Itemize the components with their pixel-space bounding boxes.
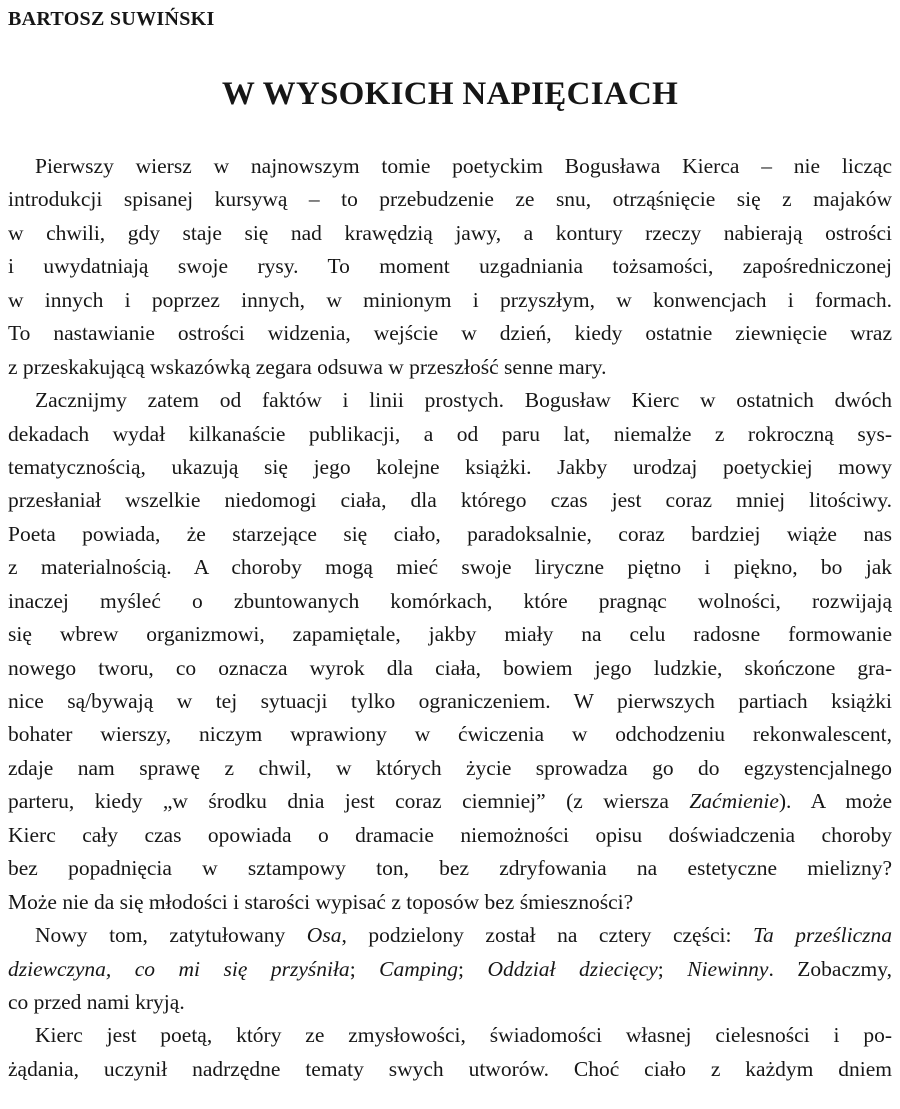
text-segment: Poeta powiada, że starzejące się ciało, paradoksalnie, coraz bardziej wiąże nas	[8, 521, 892, 546]
paragraph	[8, 384, 892, 919]
text-line	[8, 1019, 892, 1052]
text-segment: ;	[457, 956, 488, 981]
text-segment: i uwydatniają swoje rysy. To moment uzgadniania tożsamości, zapośredniczonej	[8, 254, 892, 279]
text-segment: Pierwszy wiersz w najnowszym tomie poetyckim Bogusława Kierca – nie licząc	[35, 154, 892, 178]
text-line	[8, 785, 892, 818]
text-segment: Może nie da się młodości i starości wypisać z toposów bez śmieszności?	[8, 889, 634, 914]
text-segment: nowego tworu, co oznacza wyrok dla ciała, bowiem jego ludzkie, skończone gra-	[8, 655, 892, 680]
text-segment: z materialnością. A choroby mogą mieć swoje liryczne piętno i piękno, bo jak	[8, 555, 892, 580]
text-segment: ;	[349, 956, 380, 981]
text-line	[8, 150, 892, 183]
text-segment: się wbrew organizmowi, zapamiętale, jakby miały na celu radosne formowanie	[8, 622, 892, 647]
text-line	[8, 752, 892, 785]
text-line	[8, 250, 892, 283]
text-segment: Zacznijmy zatem od faktów i linii prostych. Bogusław Kierc w ostatnich dwóch	[35, 388, 892, 413]
text-segment: żądania, uczynił nadrzędne tematy swych utworów. Choć ciało z każdym dniem	[8, 1056, 892, 1081]
article-title: W WYSOKICH NAPIĘCIACH	[221, 76, 679, 112]
text-segment: bohater wierszy, niczym wprawiony w ćwiczenia w odchodzeniu rekonwalescent,	[8, 722, 892, 747]
text-line	[8, 718, 892, 751]
text-line	[8, 852, 892, 885]
text-segment: introdukcji spisanej kursywą – to przebudzenie ze snu, otrząśnięcie się z majaków	[8, 187, 892, 212]
text-line	[8, 986, 892, 1019]
text-segment: To nastawianie ostrości widzenia, wejście w dzień, kiedy ostatnie ziewnięcie wraz	[8, 321, 892, 346]
text-segment: Kierc jest poetą, który ze zmysłowości, świadomości własnej cielesności i po-	[35, 1023, 892, 1048]
italic-text: Osa	[306, 923, 342, 948]
text-line	[8, 317, 892, 350]
text-segment: co przed nami kryją.	[8, 989, 185, 1014]
text-segment: Nowy tom, zatytułowany	[35, 923, 307, 948]
text-line	[8, 484, 892, 517]
text-segment: zdaje nam sprawę z chwil, w których życie sprowadza go do egzystencjalnego	[8, 755, 892, 780]
text-segment: tematycznością, ukazują się jego kolejne książki. Jakby urodzaj poetyckiej mowy	[8, 454, 892, 479]
book-page	[8, 0, 892, 1109]
text-line	[8, 183, 892, 216]
text-segment: w chwili, gdy staje się nad krawędzią jawy, a kontury rzeczy nabierają ostrości	[8, 220, 892, 245]
italic-text: Camping	[379, 956, 458, 981]
paragraph	[8, 919, 892, 1019]
paragraph	[8, 150, 892, 384]
text-line	[8, 585, 892, 618]
text-line	[8, 652, 892, 685]
text-segment: Kierc cały czas opowiada o dramacie niemożności opisu doświadczenia choroby	[8, 822, 892, 847]
text-segment: z przeskakującą wskazówką zegara odsuwa w przeszłość senne mary.	[8, 354, 607, 379]
text-line	[8, 953, 892, 986]
text-line	[8, 518, 892, 551]
text-line	[8, 886, 892, 919]
text-line	[8, 819, 892, 852]
text-segment: , podzielony został na cztery części:	[341, 923, 753, 948]
text-line	[8, 551, 892, 584]
text-line	[8, 685, 892, 718]
italic-text: Oddział dziecięcy	[487, 956, 658, 981]
author-name: BARTOSZ SUWIŃSKI	[8, 8, 215, 30]
text-line	[8, 1053, 892, 1086]
text-segment: przesłaniał wszelkie niedomogi ciała, dla którego czas jest coraz mniej litościwy.	[8, 488, 892, 513]
text-line	[8, 919, 892, 952]
text-segment: ). A może	[778, 789, 892, 814]
text-line	[8, 384, 892, 417]
text-segment: ;	[657, 956, 688, 981]
italic-text: Zaćmienie	[689, 789, 779, 814]
text-segment: inaczej myśleć o zbuntowanych komórkach, które pragnąc wolności, rozwijają	[8, 588, 892, 613]
italic-text: Niewinny	[687, 956, 769, 981]
text-segment: . Zobaczmy,	[768, 956, 892, 981]
italic-text: dziewczyna, co mi się przyśniła	[8, 956, 350, 981]
text-line	[8, 451, 892, 484]
italic-text: Ta prześliczna	[752, 923, 892, 948]
text-segment: bez popadnięcia w sztampowy ton, bez zdryfowania na estetyczne mielizny?	[8, 856, 892, 881]
text-line	[8, 284, 892, 317]
article-body	[8, 150, 892, 1086]
text-line	[8, 351, 892, 384]
text-line	[8, 217, 892, 250]
text-segment: parteru, kiedy „w środku dnia jest coraz ciemniej” (z wiersza	[8, 789, 690, 814]
text-segment: dekadach wydał kilkanaście publikacji, a od paru lat, niemalże z rokroczną sys-	[8, 421, 892, 446]
text-segment: nice są/bywają w tej sytuacji tylko ograniczeniem. W pierwszych partiach książki	[8, 689, 892, 713]
text-line	[8, 618, 892, 651]
text-segment: w innych i poprzez innych, w minionym i przyszłym, w konwencjach i formach.	[8, 287, 892, 312]
text-line	[8, 418, 892, 451]
paragraph	[8, 1019, 892, 1086]
